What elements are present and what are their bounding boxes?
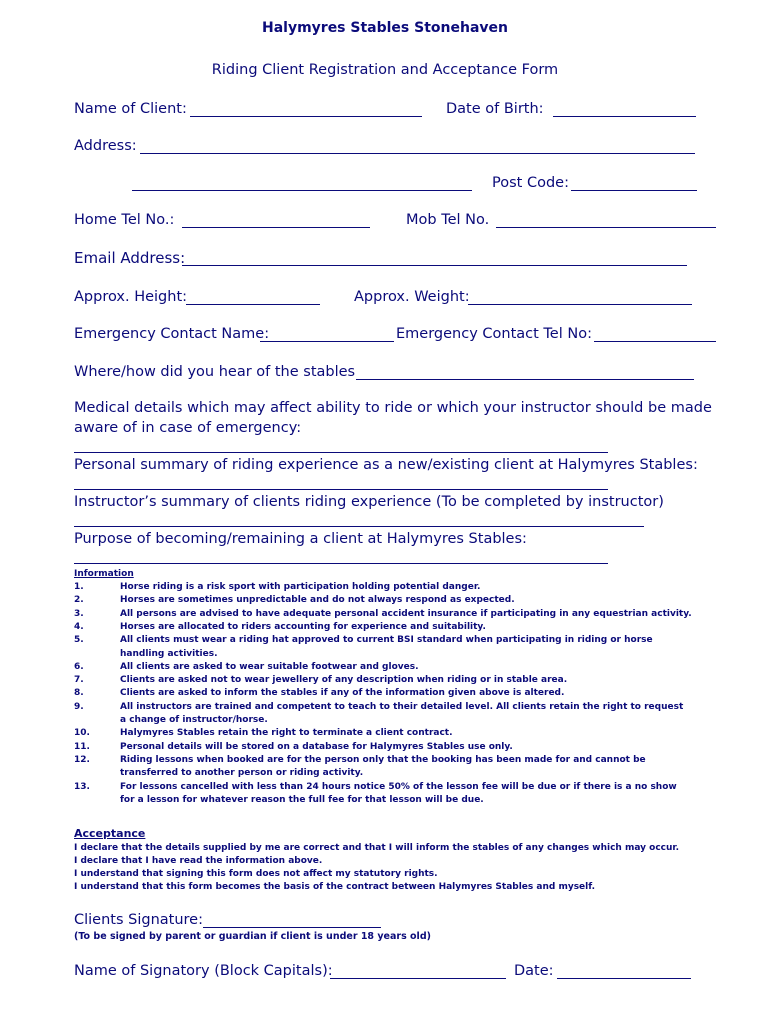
- personal-summary-label: Personal summary of riding experience as a new/existing client at Halymyres Stables:: [74, 457, 698, 473]
- dob-input-line[interactable]: [553, 104, 696, 117]
- home-tel-label: Home Tel No.:: [74, 212, 175, 228]
- acceptance-line: I understand that this form becomes the basis of the contract between Halymyres Stables and myself.: [74, 882, 596, 892]
- acceptance-heading: Acceptance: [74, 827, 146, 840]
- info-item-text: Horses are sometimes unpredictable and do not always respond as expected.: [120, 595, 515, 606]
- info-item-text: transferred to another person or riding activity.: [120, 768, 364, 779]
- instructor-summary-input-line[interactable]: [74, 514, 644, 527]
- info-item-text: All clients must wear a riding hat approved to current BSI standard when participating in riding or horse: [120, 635, 653, 646]
- home-tel-input-line[interactable]: [182, 215, 370, 228]
- emergency-name-label: Emergency Contact Name:: [74, 326, 270, 342]
- info-item-text: a change of instructor/horse.: [120, 715, 268, 725]
- info-item-text: handling activities.: [120, 648, 218, 659]
- acceptance-line: I declare that I have read the information above.: [74, 856, 323, 866]
- medical-label-line1: Medical details which may affect ability to ride or which your instructor should be made: [74, 400, 712, 416]
- info-item-number: 4.: [74, 621, 84, 632]
- info-item-number: 7.: [74, 675, 84, 686]
- instructor-summary-label: Instructor’s summary of clients riding experience (To be completed by instructor): [74, 494, 664, 510]
- mob-tel-input-line[interactable]: [496, 215, 716, 228]
- weight-label: Approx. Weight:: [354, 289, 470, 305]
- info-item-text: Halymyres Stables retain the right to terminate a client contract.: [120, 728, 453, 739]
- info-item-number: 6.: [74, 661, 84, 672]
- where-heard-label: Where/how did you hear of the stables: [74, 364, 356, 380]
- signature-label: Clients Signature:: [74, 912, 203, 928]
- purpose-label: Purpose of becoming/remaining a client at Halymyres Stables:: [74, 531, 527, 547]
- info-item-text: Horse riding is a risk sport with participation holding potential danger.: [120, 582, 481, 592]
- date-input-line[interactable]: [557, 966, 691, 979]
- where-heard-input-line[interactable]: [356, 367, 694, 380]
- height-input-line[interactable]: [186, 292, 320, 305]
- address-input-line-2[interactable]: [132, 178, 472, 191]
- medical-input-line[interactable]: [74, 440, 608, 453]
- email-input-line[interactable]: [182, 252, 687, 266]
- info-item-number: 5.: [74, 635, 84, 646]
- info-item-text: Clients are asked to inform the stables if any of the information given above is altered.: [120, 688, 565, 699]
- emergency-tel-input-line[interactable]: [594, 329, 716, 342]
- postcode-label: Post Code:: [492, 175, 569, 191]
- info-item-number: 9.: [74, 701, 84, 712]
- postcode-input-line[interactable]: [571, 178, 697, 191]
- personal-summary-input-line[interactable]: [74, 477, 608, 490]
- info-item-number: 2.: [74, 595, 84, 606]
- info-item-text: All clients are asked to wear suitable footwear and gloves.: [120, 661, 419, 672]
- purpose-input-line[interactable]: [74, 551, 608, 564]
- signatory-label: Name of Signatory (Block Capitals):: [74, 963, 333, 979]
- info-item-text: for a lesson for whatever reason the full fee for that lesson will be due.: [120, 794, 484, 805]
- signatory-input-line[interactable]: [330, 966, 506, 979]
- name-label: Name of Client:: [74, 101, 187, 117]
- info-item-text: Horses are allocated to riders accounting for experience and suitability.: [120, 621, 486, 632]
- info-item-text: All persons are advised to have adequate personal accident insurance if participating in any equestrian activity.: [120, 608, 692, 619]
- information-heading: Information: [74, 569, 134, 579]
- info-item-text: All instructors are trained and competent to teach to their detailed level. All clients retain the right to request: [120, 701, 684, 712]
- weight-input-line[interactable]: [468, 292, 692, 305]
- address-label: Address:: [74, 138, 137, 154]
- info-item-text: Personal details will be stored on a database for Halymyres Stables use only.: [120, 741, 513, 752]
- date-label: Date:: [514, 963, 554, 979]
- form-subtitle: Riding Client Registration and Acceptance Form: [211, 62, 559, 78]
- dob-label: Date of Birth:: [446, 101, 544, 117]
- emergency-name-input-line[interactable]: [260, 329, 394, 342]
- info-item-number: 8.: [74, 688, 84, 699]
- info-item-number: 10.: [74, 728, 90, 739]
- acceptance-line: I declare that the details supplied by me are correct and that I will inform the stables of any changes which may occur.: [74, 843, 679, 853]
- acceptance-line: I understand that signing this form does not affect my statutory rights.: [74, 869, 438, 879]
- emergency-tel-label: Emergency Contact Tel No:: [396, 326, 592, 342]
- page-title: Halymyres Stables Stonehaven: [261, 20, 508, 36]
- info-item-number: 3.: [74, 608, 84, 619]
- info-item-number: 1.: [74, 582, 84, 592]
- info-item-text: Riding lessons when booked are for the person only that the booking has been made for and cannot be: [120, 754, 646, 765]
- signature-input-line[interactable]: [203, 915, 381, 928]
- info-item-number: 12.: [74, 754, 90, 765]
- info-item-text: Clients are asked not to wear jewellery of any description when riding or in stable area.: [120, 675, 568, 686]
- name-input-line[interactable]: [190, 104, 422, 117]
- mob-tel-label: Mob Tel No.: [406, 212, 490, 228]
- info-item-text: For lessons cancelled with less than 24 hours notice 50% of the lesson fee will be due or if there is a no show: [120, 781, 677, 792]
- address-input-line[interactable]: [140, 141, 695, 154]
- email-label: Email Address:: [74, 249, 186, 267]
- info-item-number: 11.: [74, 741, 90, 752]
- info-item-number: 13.: [74, 781, 90, 792]
- signature-note: (To be signed by parent or guardian if client is under 18 years old): [74, 931, 431, 942]
- medical-label-line2: aware of in case of emergency:: [74, 420, 302, 436]
- height-label: Approx. Height:: [74, 289, 188, 305]
